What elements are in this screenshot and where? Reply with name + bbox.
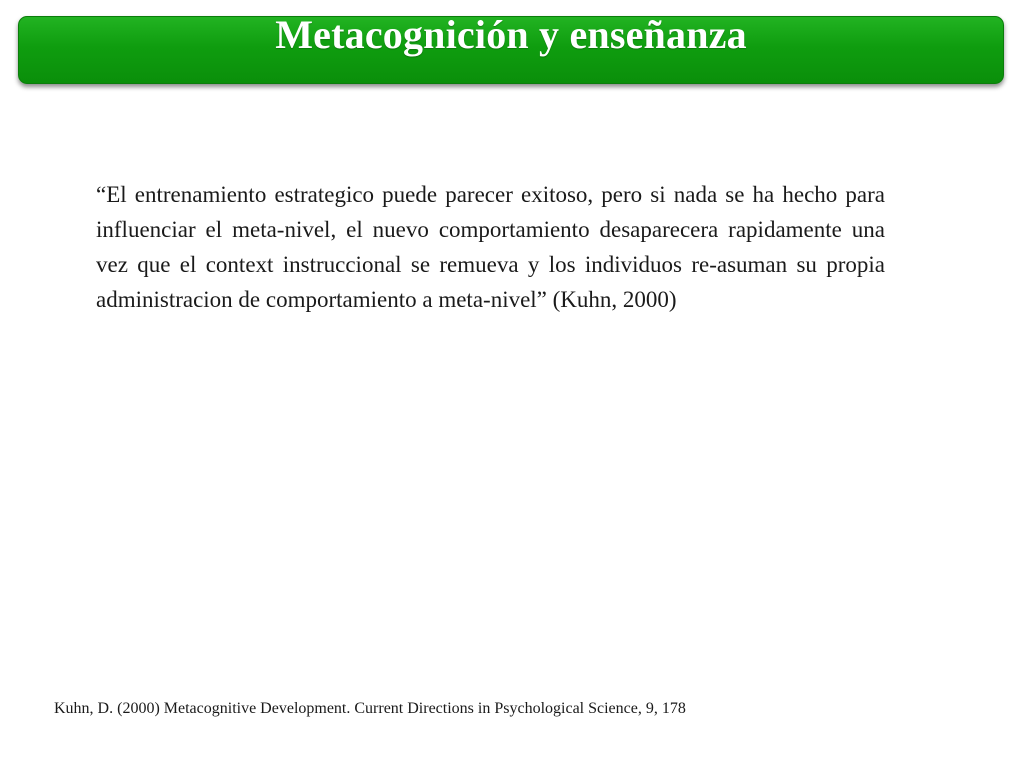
reference-citation: Kuhn, D. (2000) Metacognitive Development. Current Directions in Psychological Science, 9, 178 — [54, 700, 686, 717]
quote-text: “El entrenamiento estrategico puede parecer exitoso, pero si nada se ha hecho para influenciar el meta-nivel, el nuevo comportamiento desaparecera rapidamente una vez que el context instruccional se remueva y los individuos re-asuman su propia administracion de comportamiento a meta-nivel” (Kuhn, 2000) — [96, 182, 885, 312]
title-bar — [18, 11, 1004, 84]
slide-title: Metacognición y enseñanza — [275, 11, 747, 57]
